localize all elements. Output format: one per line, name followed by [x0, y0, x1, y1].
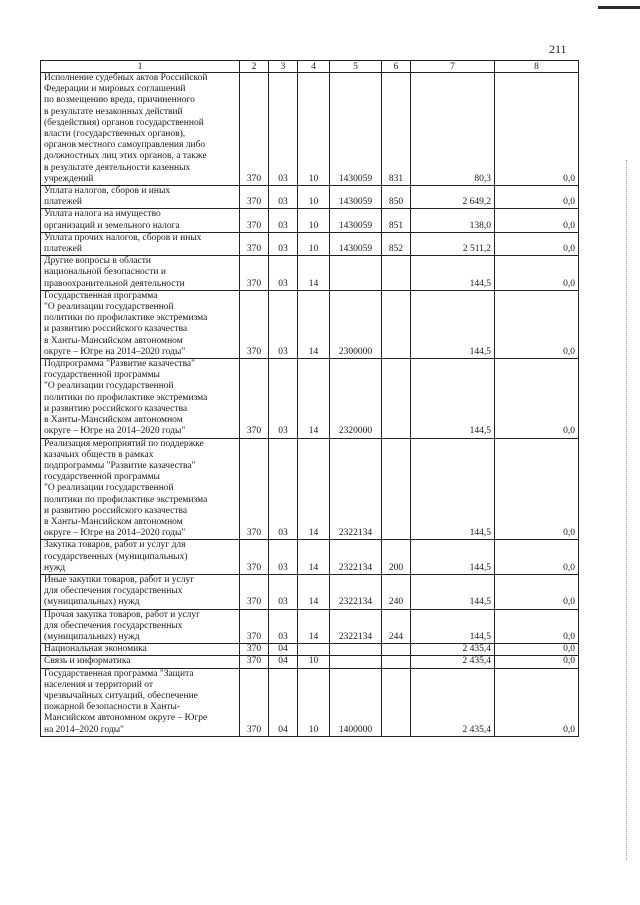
row-name: Государственная программа "Защита населения и территорий от чрезвычайных ситуаций, обеспечение пожарной безопасности в Ханты- Мансийском автономном округе – Югре на 2014–2020 годы"	[41, 668, 240, 736]
amount-value-2: 0,0	[495, 668, 579, 736]
row-name: Другие вопросы в области национальной безопасности и правоохранительной деятельности	[41, 256, 240, 291]
admin-code: 370	[240, 644, 269, 656]
section-code: 03	[269, 438, 298, 540]
amount-value: 80,3	[411, 73, 495, 186]
subsection-code: 14	[298, 359, 330, 438]
admin-code: 370	[240, 232, 269, 255]
table-row	[41, 256, 579, 291]
amount-value-2: 0,0	[495, 359, 579, 438]
column-header: 7	[411, 61, 495, 73]
section-code: 03	[269, 73, 298, 186]
table-row	[41, 668, 579, 736]
target-article-code	[330, 256, 382, 291]
admin-code: 370	[240, 186, 269, 209]
row-name: Уплата прочих налогов, сборов и иных платежей	[41, 232, 240, 255]
admin-code: 370	[240, 668, 269, 736]
section-code: 03	[269, 232, 298, 255]
admin-code: 370	[240, 256, 269, 291]
expense-type-code	[382, 668, 411, 736]
table-row	[41, 359, 579, 438]
section-code: 04	[269, 668, 298, 736]
table-row	[41, 209, 579, 232]
column-header: 4	[298, 61, 330, 73]
subsection-code: 10	[298, 186, 330, 209]
row-name: Исполнение судебных актов Российской Федерации и мировых соглашений по возмещению вреда, причиненного в результате незаконных действий (бездействия) органов государственной власти (государственных органов), органов местного самоуправления либо должностных лиц этих органов, а также в результате деятельности казенных учреждений	[41, 73, 240, 186]
expense-type-code: 851	[382, 209, 411, 232]
target-article-code: 2320000	[330, 359, 382, 438]
target-article-code: 1430059	[330, 73, 382, 186]
row-name: Уплата налога на имущество организаций и земельного налога	[41, 209, 240, 232]
target-article-code: 1430059	[330, 186, 382, 209]
expense-type-code: 852	[382, 232, 411, 255]
table-body	[41, 73, 579, 737]
section-code: 03	[269, 574, 298, 609]
admin-code: 370	[240, 359, 269, 438]
target-article-code: 1430059	[330, 232, 382, 255]
column-header: 1	[41, 61, 240, 73]
amount-value-2: 0,0	[495, 186, 579, 209]
amount-value-2: 0,0	[495, 574, 579, 609]
budget-table	[40, 60, 579, 737]
section-code: 03	[269, 256, 298, 291]
column-number-row	[41, 61, 579, 73]
row-name: Подпрограмма "Развитие казачества" государственной программы "О реализации государственной политики по профилактике экстремизма и развитию российского казачества в Ханты-Мансийском автономном округе – Югре на 2014–2020 годы"	[41, 359, 240, 438]
expense-type-code: 831	[382, 73, 411, 186]
amount-value-2: 0,0	[495, 438, 579, 540]
amount-value: 2 511,2	[411, 232, 495, 255]
expense-type-code: 850	[382, 186, 411, 209]
expense-type-code	[382, 644, 411, 656]
table-header	[41, 61, 579, 73]
section-code: 04	[269, 656, 298, 668]
column-header: 6	[382, 61, 411, 73]
amount-value: 144,5	[411, 256, 495, 291]
target-article-code: 1430059	[330, 209, 382, 232]
expense-type-code: 240	[382, 574, 411, 609]
table-row	[41, 73, 579, 186]
section-code: 03	[269, 186, 298, 209]
target-article-code: 2322134	[330, 609, 382, 644]
amount-value-2: 0,0	[495, 644, 579, 656]
column-header: 8	[495, 61, 579, 73]
row-name: Прочая закупка товаров, работ и услуг для обеспечения государственных (муниципальных) нужд	[41, 609, 240, 644]
amount-value: 144,5	[411, 290, 495, 358]
table-row	[41, 186, 579, 209]
expense-type-code	[382, 256, 411, 291]
section-code: 04	[269, 644, 298, 656]
subsection-code: 10	[298, 73, 330, 186]
amount-value: 2 435,4	[411, 656, 495, 668]
subsection-code: 14	[298, 540, 330, 575]
table-row	[41, 438, 579, 540]
subsection-code: 14	[298, 290, 330, 358]
table-row	[41, 609, 579, 644]
amount-value-2: 0,0	[495, 540, 579, 575]
scan-edge-dots	[626, 160, 628, 860]
subsection-code: 10	[298, 209, 330, 232]
table-row	[41, 644, 579, 656]
row-name: Закупка товаров, работ и услуг для государственных (муниципальных) нужд	[41, 540, 240, 575]
amount-value: 144,5	[411, 609, 495, 644]
scan-edge-mark	[598, 6, 640, 9]
admin-code: 370	[240, 574, 269, 609]
amount-value-2: 0,0	[495, 609, 579, 644]
amount-value: 144,5	[411, 540, 495, 575]
target-article-code	[330, 656, 382, 668]
expense-type-code: 244	[382, 609, 411, 644]
row-name: Иные закупки товаров, работ и услуг для обеспечения государственных (муниципальных) нужд	[41, 574, 240, 609]
section-code: 03	[269, 359, 298, 438]
amount-value: 144,5	[411, 574, 495, 609]
amount-value-2: 0,0	[495, 256, 579, 291]
amount-value-2: 0,0	[495, 209, 579, 232]
admin-code: 370	[240, 609, 269, 644]
subsection-code: 10	[298, 668, 330, 736]
target-article-code: 2300000	[330, 290, 382, 358]
admin-code: 370	[240, 656, 269, 668]
table-row	[41, 656, 579, 668]
amount-value-2: 0,0	[495, 73, 579, 186]
section-code: 03	[269, 609, 298, 644]
expense-type-code: 200	[382, 540, 411, 575]
admin-code: 370	[240, 438, 269, 540]
row-name: Связь и информатика	[41, 656, 240, 668]
table-row	[41, 574, 579, 609]
admin-code: 370	[240, 73, 269, 186]
subsection-code: 14	[298, 609, 330, 644]
page-number: 211	[549, 42, 567, 56]
target-article-code: 2322134	[330, 574, 382, 609]
target-article-code: 2322134	[330, 438, 382, 540]
admin-code: 370	[240, 540, 269, 575]
amount-value-2: 0,0	[495, 656, 579, 668]
target-article-code: 2322134	[330, 540, 382, 575]
amount-value-2: 0,0	[495, 232, 579, 255]
amount-value: 144,5	[411, 359, 495, 438]
expense-type-code	[382, 290, 411, 358]
amount-value: 2 435,4	[411, 644, 495, 656]
amount-value-2: 0,0	[495, 290, 579, 358]
table-row	[41, 540, 579, 575]
subsection-code	[298, 644, 330, 656]
row-name: Национальная экономика	[41, 644, 240, 656]
row-name: Реализация мероприятий по поддержке казачьих обществ в рамках подпрограммы "Развитие казачества" государственной программы "О реализации государственной политики по профилактике экстремизма и развитию российского казачества в Ханты-Мансийском автономном округе – Югре на 2014–2020 годы"	[41, 438, 240, 540]
subsection-code: 10	[298, 656, 330, 668]
subsection-code: 14	[298, 438, 330, 540]
section-code: 03	[269, 540, 298, 575]
amount-value: 138,0	[411, 209, 495, 232]
amount-value: 2 649,2	[411, 186, 495, 209]
amount-value: 2 435,4	[411, 668, 495, 736]
column-header: 3	[269, 61, 298, 73]
table-row	[41, 232, 579, 255]
row-name: Уплата налогов, сборов и иных платежей	[41, 186, 240, 209]
amount-value: 144,5	[411, 438, 495, 540]
subsection-code: 10	[298, 232, 330, 255]
admin-code: 370	[240, 290, 269, 358]
subsection-code: 14	[298, 574, 330, 609]
admin-code: 370	[240, 209, 269, 232]
column-header: 5	[330, 61, 382, 73]
row-name: Государственная программа "О реализации государственной политики по профилактике экстремизма и развитию российского казачества в Ханты-Мансийском автономном округе – Югре на 2014–2020 годы"	[41, 290, 240, 358]
expense-type-code	[382, 438, 411, 540]
expense-type-code	[382, 359, 411, 438]
table-row	[41, 290, 579, 358]
section-code: 03	[269, 290, 298, 358]
section-code: 03	[269, 209, 298, 232]
column-header: 2	[240, 61, 269, 73]
target-article-code	[330, 644, 382, 656]
subsection-code: 14	[298, 256, 330, 291]
target-article-code: 1400000	[330, 668, 382, 736]
expense-type-code	[382, 656, 411, 668]
